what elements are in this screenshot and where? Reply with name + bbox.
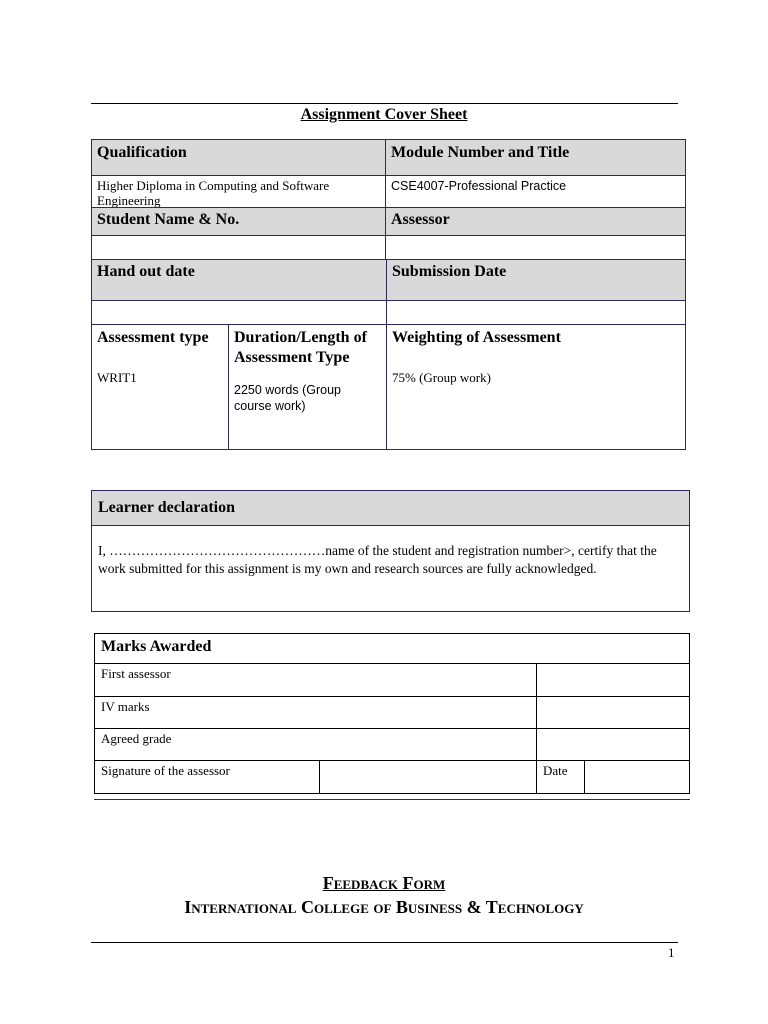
assessment-type-cell bbox=[91, 324, 229, 450]
feedback-title bbox=[0, 873, 768, 894]
feedback-title-text: Feedback Form bbox=[322, 873, 446, 893]
student-value bbox=[91, 235, 386, 260]
duration-label: Duration/Length of Assessment Type bbox=[234, 329, 367, 366]
handout-header: Hand out date bbox=[91, 259, 387, 301]
submission-value bbox=[386, 300, 686, 325]
assessor-value bbox=[385, 235, 686, 260]
marks-bottom-rule bbox=[94, 799, 690, 800]
college-name: International College of Business & Technology bbox=[184, 897, 584, 917]
qualification-header: Qualification bbox=[91, 139, 386, 176]
weighting-value: 75% (Group work) bbox=[392, 370, 491, 385]
submission-header: Submission Date bbox=[386, 259, 686, 301]
declaration-text: I, …………………………………………name of the student and registration number>, certify that the work submitted for this assignment is my own and research sources are fully acknowledged. bbox=[91, 525, 690, 612]
signature-label: Signature of the assessor bbox=[94, 760, 320, 794]
agreed-grade-label: Agreed grade bbox=[94, 728, 537, 761]
page-title: Assignment Cover Sheet bbox=[300, 106, 468, 123]
module-header: Module Number and Title bbox=[385, 139, 686, 176]
handout-value bbox=[91, 300, 387, 325]
duration-value: 2250 words (Group course work) bbox=[234, 383, 342, 413]
weighting-label: Weighting of Assessment bbox=[392, 329, 561, 346]
qualification-value: Higher Diploma in Computing and Software Engineering bbox=[91, 175, 386, 208]
date-value bbox=[584, 760, 690, 794]
module-value: CSE4007-Professional Practice bbox=[385, 175, 686, 208]
page-number: 1 bbox=[668, 945, 675, 960]
declaration-header: Learner declaration bbox=[91, 490, 690, 526]
student-header: Student Name & No. bbox=[91, 207, 386, 236]
date-label: Date bbox=[536, 760, 585, 794]
duration-cell bbox=[228, 324, 387, 450]
iv-marks-value bbox=[536, 696, 690, 729]
weighting-cell bbox=[386, 324, 686, 450]
assessment-type-label: Assessment type bbox=[97, 329, 209, 346]
marks-header: Marks Awarded bbox=[94, 633, 690, 664]
agreed-grade-value bbox=[536, 728, 690, 761]
top-rule bbox=[91, 103, 678, 104]
assessment-type-value: WRIT1 bbox=[97, 370, 137, 385]
footer-rule bbox=[91, 942, 678, 943]
assessor-header: Assessor bbox=[385, 207, 686, 236]
first-assessor-mark bbox=[536, 663, 690, 697]
iv-marks-label: IV marks bbox=[94, 696, 537, 729]
first-assessor-label: First assessor bbox=[94, 663, 537, 697]
signature-value bbox=[319, 760, 537, 794]
